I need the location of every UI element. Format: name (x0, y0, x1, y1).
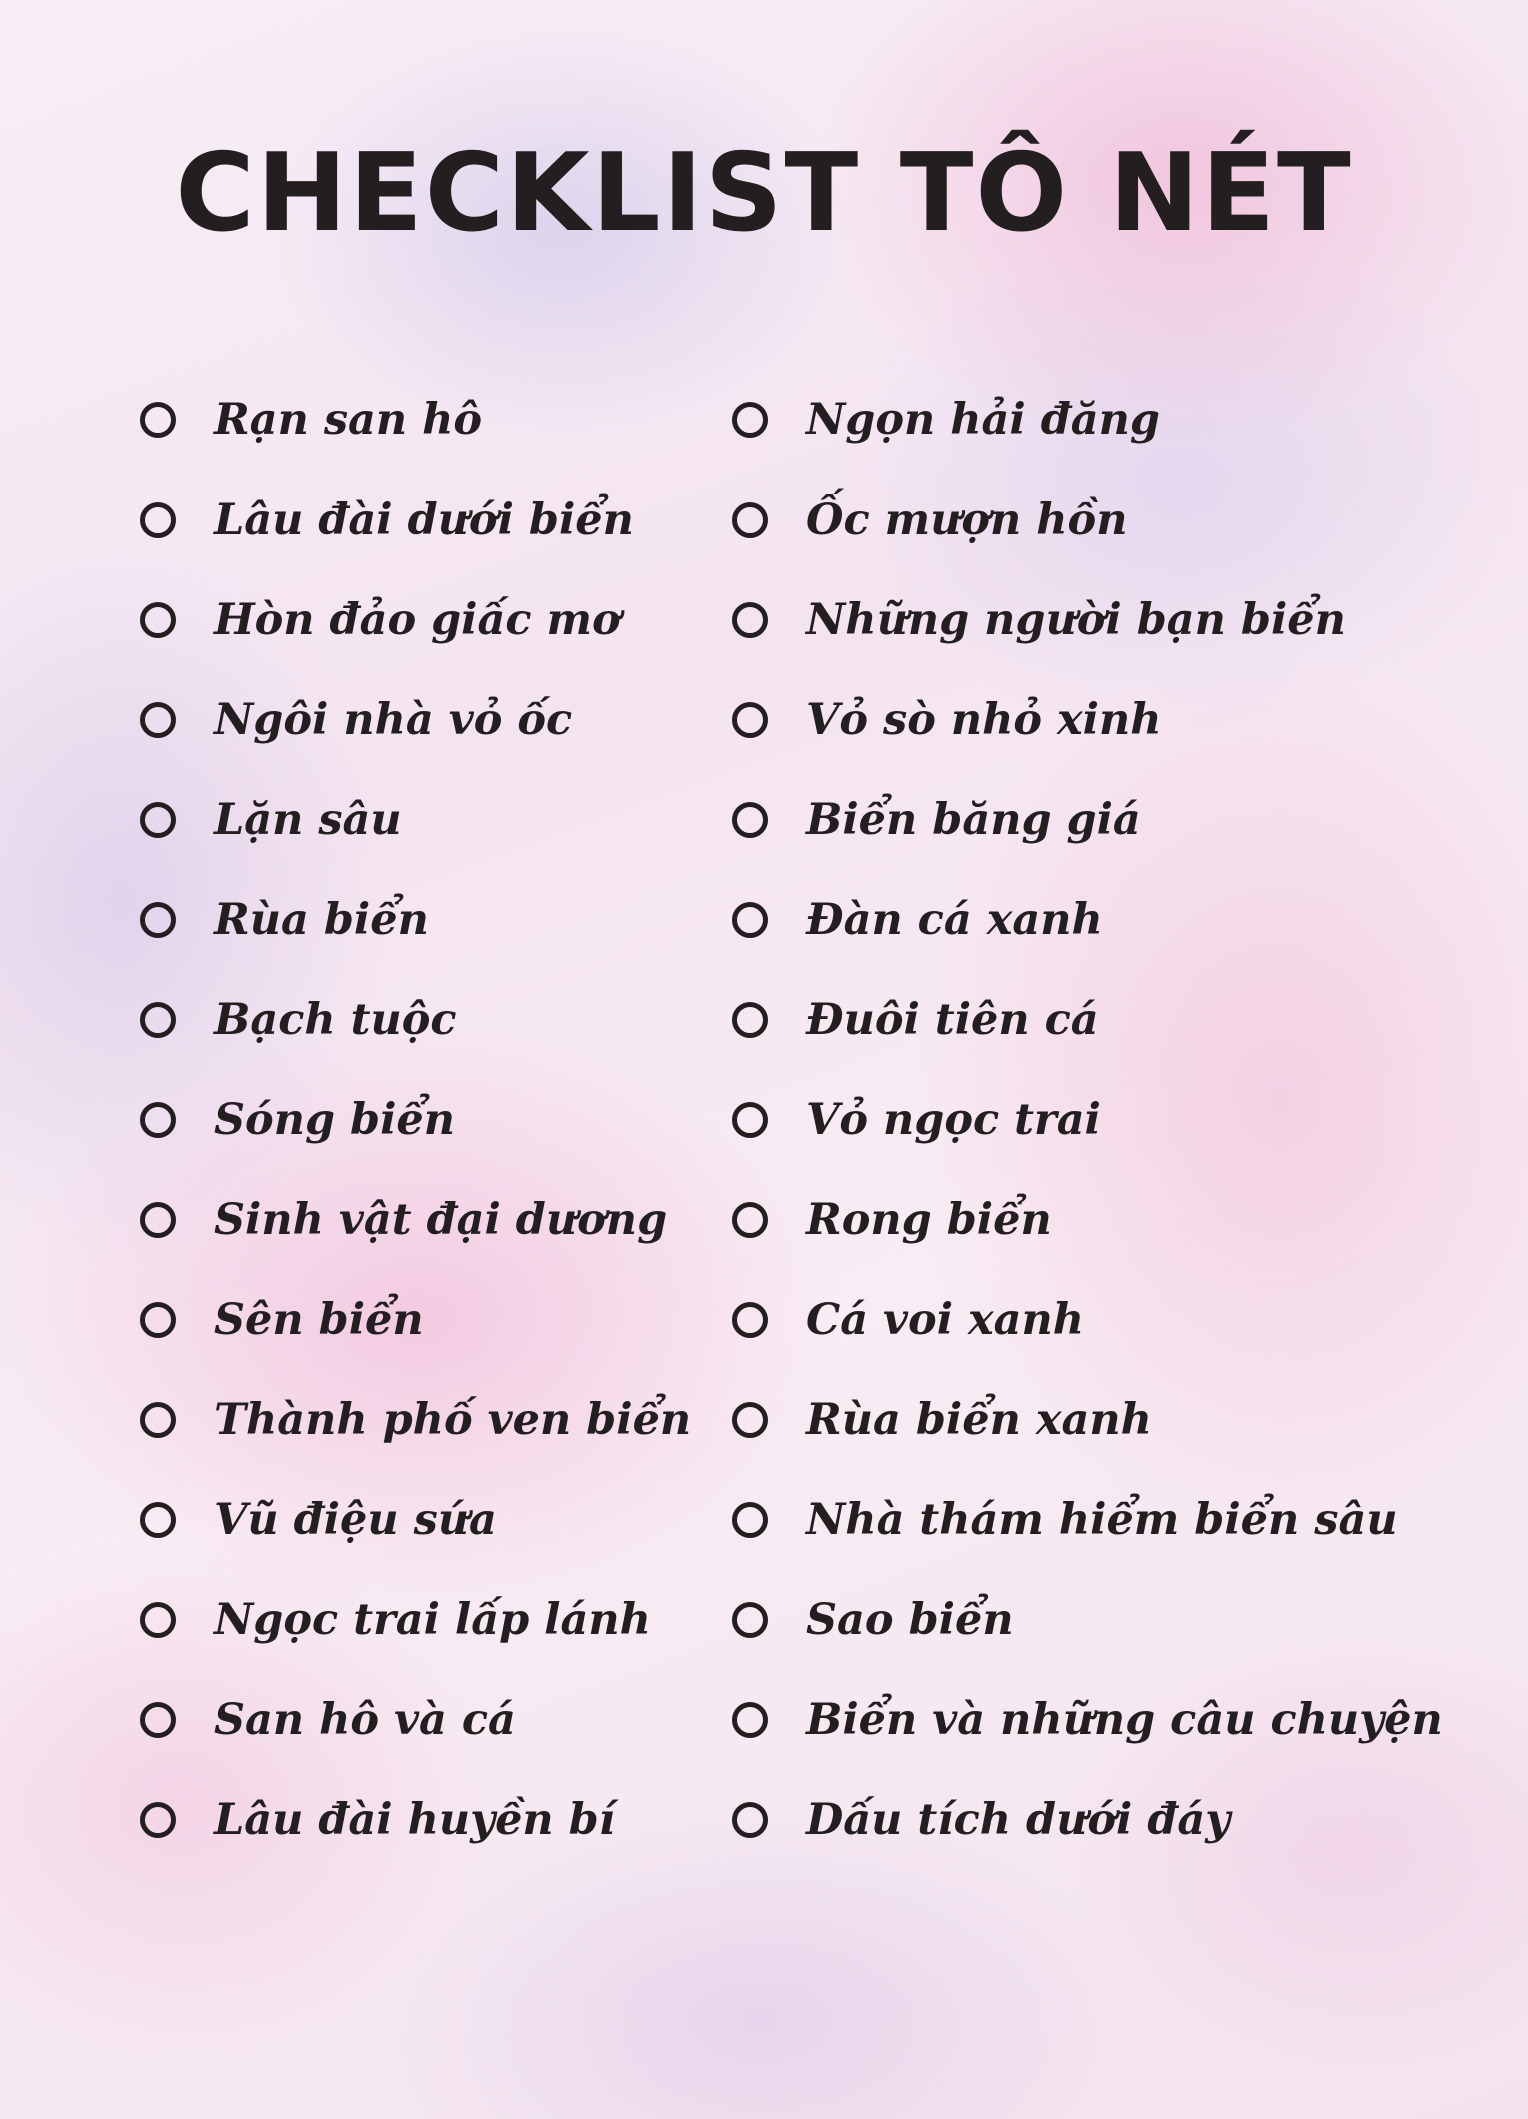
empty-circle-icon[interactable] (140, 1702, 176, 1738)
checklist-item[interactable] (140, 570, 700, 670)
checklist-item-label: Sóng biển (214, 1095, 456, 1145)
checklist-item[interactable] (732, 970, 1452, 1070)
empty-circle-icon[interactable] (140, 1502, 176, 1538)
checklist-item-label: Nhà thám hiểm biển sâu (806, 1495, 1398, 1545)
checklist-item[interactable] (140, 1670, 700, 1770)
checklist-item-label: Hòn đảo giấc mơ (214, 595, 621, 645)
checklist-item[interactable] (140, 970, 700, 1070)
empty-circle-icon[interactable] (732, 1302, 768, 1338)
checklist-item-label: Đuôi tiên cá (806, 995, 1099, 1045)
empty-circle-icon[interactable] (140, 1102, 176, 1138)
checklist-item-label: Vũ điệu sứa (214, 1495, 497, 1545)
checklist-item[interactable] (140, 470, 700, 570)
checklist-item-label: Đàn cá xanh (806, 895, 1103, 945)
checklist-item[interactable] (732, 1170, 1452, 1270)
checklist-item-label: Dấu tích dưới đáy (806, 1795, 1231, 1845)
checklist-item[interactable] (140, 1370, 700, 1470)
checklist-item-label: Rùa biển (214, 895, 429, 945)
checklist-item[interactable] (140, 1470, 700, 1570)
checklist-item[interactable] (732, 870, 1452, 970)
checklist-item[interactable] (732, 1670, 1452, 1770)
empty-circle-icon[interactable] (732, 402, 768, 438)
empty-circle-icon[interactable] (732, 1702, 768, 1738)
empty-circle-icon[interactable] (140, 1202, 176, 1238)
checklist-item-label: Ngôi nhà vỏ ốc (214, 695, 573, 745)
checklist-item-label: Cá voi xanh (806, 1295, 1085, 1345)
empty-circle-icon[interactable] (140, 502, 176, 538)
checklist-item[interactable] (140, 1770, 700, 1870)
empty-circle-icon[interactable] (732, 1602, 768, 1638)
checklist-item-label: Bạch tuộc (214, 995, 457, 1045)
checklist-item-label: Những người bạn biển (806, 595, 1346, 645)
checklist-item-label: Lâu đài huyền bí (214, 1795, 616, 1845)
checklist-item-label: Sinh vật đại dương (214, 1195, 668, 1245)
empty-circle-icon[interactable] (732, 802, 768, 838)
empty-circle-icon[interactable] (732, 1202, 768, 1238)
checklist-item[interactable] (732, 570, 1452, 670)
empty-circle-icon[interactable] (140, 602, 176, 638)
checklist-column-right (732, 370, 1452, 1870)
empty-circle-icon[interactable] (732, 902, 768, 938)
checklist-item-label: Rạn san hô (214, 395, 483, 445)
empty-circle-icon[interactable] (140, 1002, 176, 1038)
checklist-item[interactable] (732, 1770, 1452, 1870)
empty-circle-icon[interactable] (140, 1302, 176, 1338)
checklist-item[interactable] (732, 1070, 1452, 1170)
empty-circle-icon[interactable] (140, 1402, 176, 1438)
checklist-item-label: San hô và cá (214, 1695, 516, 1745)
empty-circle-icon[interactable] (140, 1802, 176, 1838)
checklist-item-label: Vỏ ngọc trai (806, 1095, 1101, 1145)
empty-circle-icon[interactable] (732, 1402, 768, 1438)
checklist-item-label: Biển và những câu chuyện (806, 1695, 1443, 1745)
checklist-item[interactable] (140, 1070, 700, 1170)
page-title: CHECKLIST TÔ NÉT (175, 131, 1353, 256)
checklist-item[interactable] (732, 470, 1452, 570)
empty-circle-icon[interactable] (732, 1502, 768, 1538)
checklist-item-label: Sên biển (214, 1295, 424, 1345)
empty-circle-icon[interactable] (732, 702, 768, 738)
checklist-item[interactable] (732, 370, 1452, 470)
checklist-item[interactable] (732, 670, 1452, 770)
checklist-item[interactable] (732, 770, 1452, 870)
empty-circle-icon[interactable] (140, 1602, 176, 1638)
checklist-column-left (140, 370, 700, 1870)
empty-circle-icon[interactable] (140, 902, 176, 938)
checklist-item-label: Rùa biển xanh (806, 1395, 1152, 1445)
empty-circle-icon[interactable] (732, 1802, 768, 1838)
empty-circle-icon[interactable] (140, 802, 176, 838)
empty-circle-icon[interactable] (732, 602, 768, 638)
empty-circle-icon[interactable] (732, 502, 768, 538)
checklist-item-label: Ốc mượn hồn (806, 495, 1128, 545)
checklist-item[interactable] (140, 770, 700, 870)
checklist-item[interactable] (732, 1270, 1452, 1370)
empty-circle-icon[interactable] (140, 402, 176, 438)
checklist-item[interactable] (732, 1370, 1452, 1470)
checklist-item-label: Ngọc trai lấp lánh (214, 1595, 651, 1645)
checklist-item-label: Lặn sâu (214, 795, 402, 845)
checklist-item-label: Sao biển (806, 1595, 1014, 1645)
checklist-item-label: Vỏ sò nhỏ xinh (806, 695, 1162, 745)
checklist-item-label: Thành phố ven biển (214, 1395, 692, 1445)
empty-circle-icon[interactable] (732, 1102, 768, 1138)
checklist-item[interactable] (140, 1570, 700, 1670)
checklist-item-label: Biển băng giá (806, 795, 1141, 845)
checklist-item[interactable] (140, 670, 700, 770)
empty-circle-icon[interactable] (140, 702, 176, 738)
checklist-item[interactable] (732, 1570, 1452, 1670)
checklist-item-label: Rong biển (806, 1195, 1052, 1245)
checklist-item-label: Lâu đài dưới biển (214, 495, 634, 545)
empty-circle-icon[interactable] (732, 1002, 768, 1038)
checklist-item[interactable] (140, 1270, 700, 1370)
checklist-item-label: Ngọn hải đăng (806, 395, 1160, 445)
checklist-item[interactable] (732, 1470, 1452, 1570)
checklist-item[interactable] (140, 370, 700, 470)
checklist-item[interactable] (140, 1170, 700, 1270)
checklist-item[interactable] (140, 870, 700, 970)
